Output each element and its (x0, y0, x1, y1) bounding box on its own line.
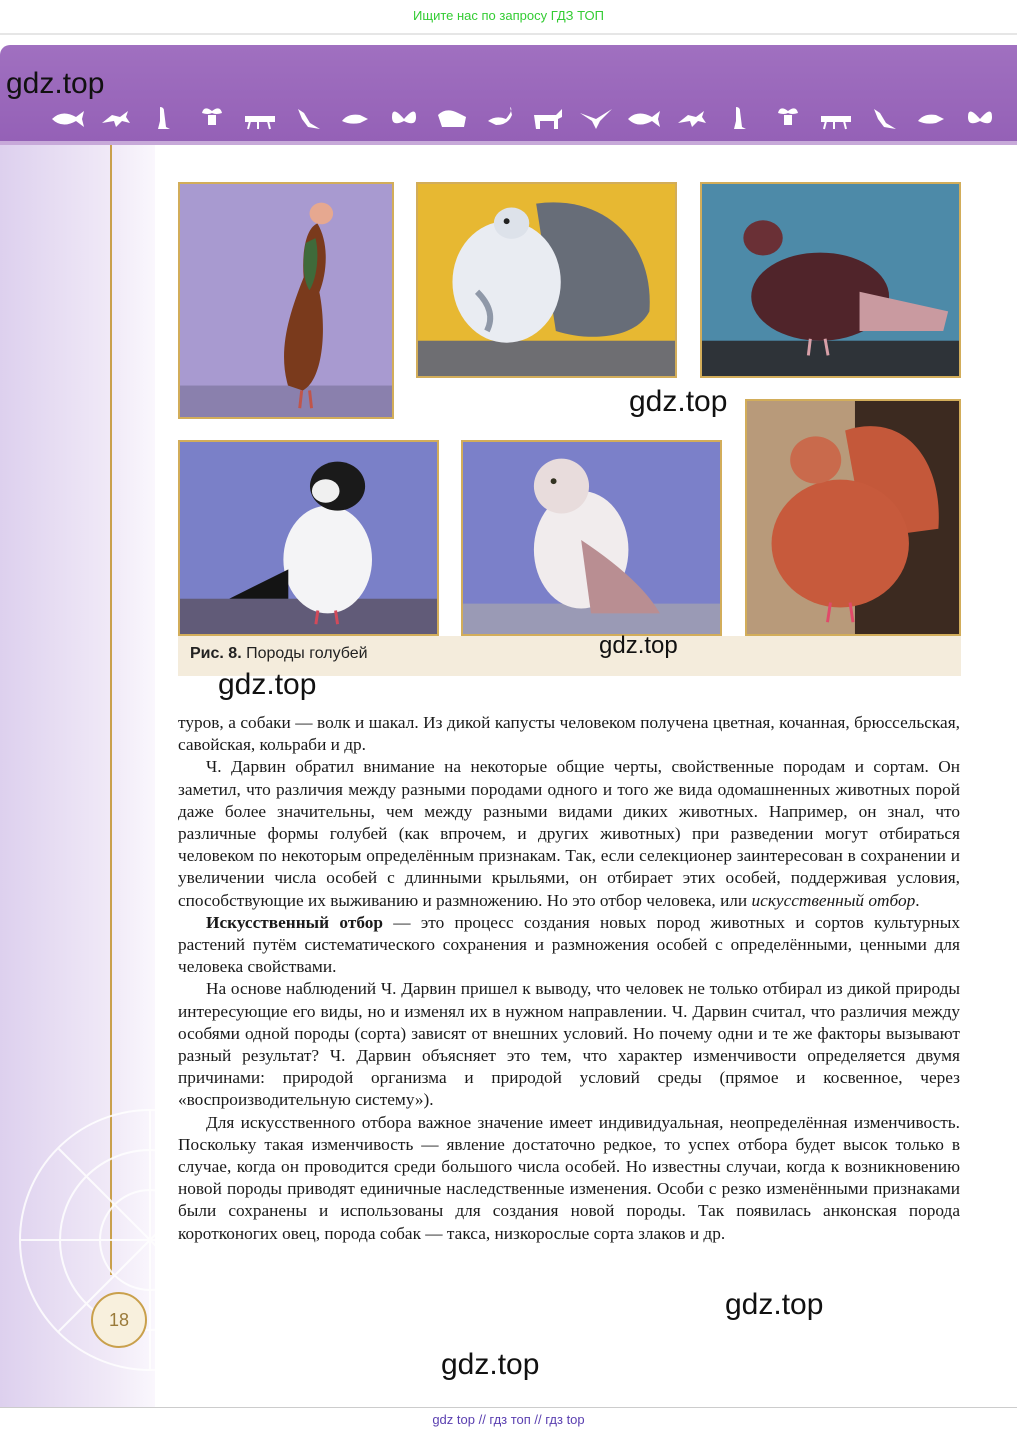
rodent-icon (914, 105, 950, 131)
scorpion-icon (482, 105, 518, 131)
fish-icon (50, 105, 86, 131)
pigeon-photo-4 (178, 440, 439, 636)
pigeon-photo-5 (461, 440, 722, 636)
bee-icon (770, 105, 806, 131)
watermark-page-bottom: gdz.top (441, 1348, 540, 1381)
watermark-caption: gdz.top (599, 632, 678, 659)
butterfly-icon (386, 105, 422, 131)
kangaroo-icon (290, 105, 326, 131)
bison-icon (434, 105, 470, 131)
pigeon-photo-2 (416, 182, 677, 378)
top-notice[interactable]: Ищите нас по запросу ГДЗ ТОП (0, 0, 1017, 32)
figure-title: Породы голубей (246, 645, 368, 662)
horse-icon (530, 105, 566, 131)
fish-icon (626, 105, 662, 131)
pigeon-photo-1 (178, 182, 394, 419)
watermark-text-top: gdz.top (218, 668, 317, 701)
paragraph-4: На основе наблюдений Ч. Дарвин пришел к выводу, что человек не только отбирал из дикой природы интересующие его виды, но и изменял их в нужном направлении. Ч. Дарвин считал, что различия между особями одной породы (сорта) зависят от внешних условий. Но почему одни и те же факторы вызывают разный результат? Ч. Дарвин объясняет это тем, что характер изменчивости определяется двумя причинами: природой организма и природой условий среды (прямое и косвенное, через «воспроизводительную систему»). (178, 979, 960, 1110)
body-text (178, 712, 960, 1245)
butterfly-icon (962, 105, 998, 131)
rodent-icon (338, 105, 374, 131)
definition-term: Искусственный отбор (206, 912, 383, 932)
pigeon-photo-3 (700, 182, 961, 378)
watermark-photos: gdz.top (629, 385, 728, 418)
watermark-header: gdz.top (6, 67, 105, 100)
footer-links[interactable]: gdz top // гдз топ // гдз top (432, 1412, 585, 1427)
header-banner (0, 45, 1017, 145)
figure-caption (190, 645, 368, 663)
meerkat-icon (146, 105, 182, 131)
ant-icon (242, 105, 278, 131)
emphasis-term: искусственный отбор (751, 890, 916, 910)
watermark-text-bottom: gdz.top (725, 1288, 824, 1321)
pigeon-photo-6 (745, 399, 961, 636)
top-separator (0, 33, 1017, 35)
meerkat-icon (722, 105, 758, 131)
page-number: 18 (91, 1292, 147, 1348)
lizard-icon (98, 105, 134, 131)
figure-label: Рис. 8. (190, 645, 242, 662)
bee-icon (194, 105, 230, 131)
animal-icon-row (50, 105, 1010, 133)
bird-icon (578, 105, 614, 131)
kangaroo-icon (866, 105, 902, 131)
definition-paragraph: Искусственный отбор — это процесс создания новых пород животных и сортов культурных растений путём систематического сохранения и размножения особей с определёнными, ценными для человека свойствами. (178, 912, 960, 977)
bottom-separator (0, 1407, 1017, 1408)
lizard-icon (674, 105, 710, 131)
paragraph-1: туров, а собаки — волк и шакал. Из дикой капусты человеком получена цветная, кочанная, брюссельская, савойская, кольраби и др. (178, 713, 960, 755)
ant-icon (818, 105, 854, 131)
paragraph-2: Ч. Дарвин обратил внимание на некоторые общие черты, свойственные породам и сортам. Он заметил, что различия между разными породами одного и того же вида одомашненных животных порой даже более значительны, чем между разными видами диких животных. Например, он знал, что различные формы голубей (как впрочем, и других животных) при разведении могут отбираться человеком по некоторым определённым признакам. Так, если селекционер заинтересован в сохранении и увеличении числа особей с длинными крыльями, он отбирает этих особей, поддерживая условия, способствующие их выживанию и размножению. Но это отбор человека, или искусственный отбор. (178, 757, 960, 910)
paragraph-5: Для искусственного отбора важное значение имеет индивидуальная, неопределённая изменчивость. Поскольку такая изменчивость — явление достаточно редкое, то успех отбора будет высок только в случае, когда он проводится среди большого числа особей. Но известны случаи, когда к возникновению новой породы приводят единичные наследственные изменения. Особи с резко изменёнными признаками были сохранены и использованы для создания новой породы. Так появилась анконская порода коротконогих овец, порода собак — такса, низкорослые сорта злаков и др. (178, 1112, 960, 1243)
